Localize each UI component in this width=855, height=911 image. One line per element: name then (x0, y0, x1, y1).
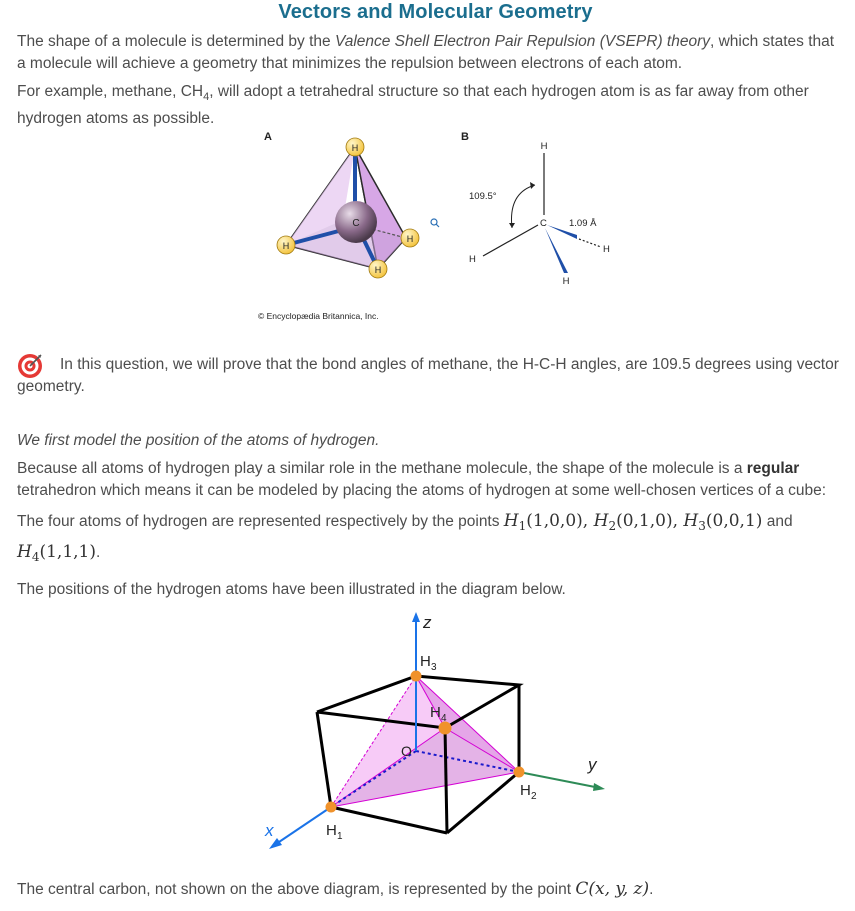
hydrogen-label: H (603, 244, 610, 255)
label-h2 (520, 782, 537, 802)
hydrogen-label: H (282, 241, 290, 251)
axis-label-y: y (588, 755, 597, 774)
y-axis-arrowhead (593, 783, 605, 791)
dashed-bond (579, 239, 601, 247)
angle-arrowhead (509, 223, 515, 228)
point-h1 (326, 802, 337, 813)
points-intro: The four atoms of hydrogen are represented respectively by the points (17, 513, 504, 530)
diagram-caption: The positions of the hydrogen atoms have been illustrated in the diagram below. (17, 581, 566, 598)
math-c: C (575, 879, 589, 899)
svg-text:3: 3 (431, 662, 437, 673)
svg-text:2: 2 (531, 791, 537, 802)
points-paragraph: The four atoms of hydrogen are represented respectively by the points $H_1(1,0,0)$, $H_2(0,1,0)$, $H_3(0,0,1)$ and $H_4(1,1,1)$. (17, 511, 793, 565)
point-h4: (1,1,1) (39, 542, 96, 563)
conclusion-paragraph (17, 876, 845, 903)
and-text: and (762, 513, 793, 530)
bond-angle-label: 109.5° (469, 191, 497, 202)
angle-arc (511, 185, 535, 228)
label-h3 (420, 653, 437, 673)
svg-text:1: 1 (337, 831, 343, 842)
svg-text:H: H (420, 653, 431, 670)
methane-figure-b (455, 128, 625, 293)
intro-paragraph-1 (17, 31, 845, 75)
math-h: H (503, 511, 519, 531)
axis-label-z: z (423, 613, 432, 632)
label-h1 (326, 822, 343, 842)
figure-label-b: B (461, 131, 469, 143)
intro-text: The shape of a molecule is determined by the (17, 33, 335, 50)
intro-text: For example, methane, CH (17, 83, 204, 100)
page-title: Vectors and Molecular Geometry (278, 1, 593, 23)
point-h3: (0,0,1) (705, 511, 763, 531)
model-paragraph (17, 458, 845, 502)
svg-text:H: H (520, 782, 531, 799)
model-lead-text: We first model the position of the atoms of hydrogen. (17, 432, 380, 449)
wedge-bond-down (545, 228, 568, 273)
math-sub: 4 (31, 550, 40, 565)
svg-text:4: 4 (441, 713, 447, 724)
hydrogen-label: H (374, 265, 382, 275)
hydrogen-label: H (351, 143, 359, 153)
hydrogen-label: H (562, 276, 570, 287)
image-credit: © Encyclopædia Britannica, Inc. (258, 311, 379, 321)
hydrogen-label: H (469, 254, 476, 265)
bond-length-label: 1.09 Å (569, 218, 597, 229)
math-h: H (683, 511, 699, 531)
point-h2 (514, 767, 525, 778)
point-h2: (0,1,0) (616, 511, 673, 531)
bond-left (483, 225, 538, 256)
math-sub: 1 (518, 519, 527, 534)
hydrogen-label: H (406, 234, 414, 244)
figure-label-a: A (264, 131, 272, 143)
model-text: tetrahedron which means it can be modeled by placing the atoms of hydrogen at some well-chosen vertices of a cube: (17, 482, 827, 499)
period: . (96, 544, 101, 562)
cube-edge (317, 712, 331, 807)
cube-diagram (255, 600, 615, 860)
subscript: 4 (203, 91, 210, 104)
angle-arrowhead (530, 182, 535, 189)
cube-edge (445, 728, 447, 833)
intro-paragraph-2 (17, 81, 845, 130)
regular-term: regular (746, 460, 800, 477)
svg-text:H: H (430, 704, 441, 721)
model-text: Because all atoms of hydrogen play a similar role in the methane molecule, the shape of the molecule is a (17, 460, 747, 477)
svg-text:H: H (326, 822, 337, 839)
carbon-label: C (540, 218, 547, 229)
question-paragraph: In this question, we will prove that the bond angles of methane, the H-C-H angles, are 109.5 degrees using vector geometry. (17, 356, 839, 395)
point-h1: (1,0,0) (526, 511, 583, 531)
intro-text: , which states that a molecule will achieve a geometry that minimizes the repulsion between electrons of each atom. (17, 33, 835, 72)
math-coords: (x, y, z) (588, 879, 650, 899)
intro-text: , will adopt a tetrahedral structure so that each hydrogen atom is as far away from other hydrogen atoms as possible. (17, 83, 809, 128)
hydrogen-label: H (540, 141, 548, 152)
conclusion-text: The central carbon, not shown on the above diagram, is represented by the point (17, 881, 576, 898)
math-sub: 3 (698, 519, 706, 534)
math-h: H (17, 542, 32, 563)
axis-label-x: x (265, 821, 274, 840)
cube-edge (331, 807, 447, 833)
period: . (649, 881, 654, 898)
model-lead (17, 430, 845, 452)
math-sub: 2 (608, 519, 617, 534)
vsepr-term: Valence Shell Electron Pair Repulsion (VSEPR) theory (334, 33, 710, 50)
zoom-icon[interactable] (431, 219, 439, 227)
origin-label: O (401, 743, 412, 759)
point-h3 (411, 671, 422, 682)
math-h: H (593, 511, 609, 531)
methane-figure-a (258, 128, 458, 313)
z-axis-arrowhead (412, 612, 420, 622)
carbon-label: C (352, 218, 360, 229)
x-axis (279, 807, 331, 842)
